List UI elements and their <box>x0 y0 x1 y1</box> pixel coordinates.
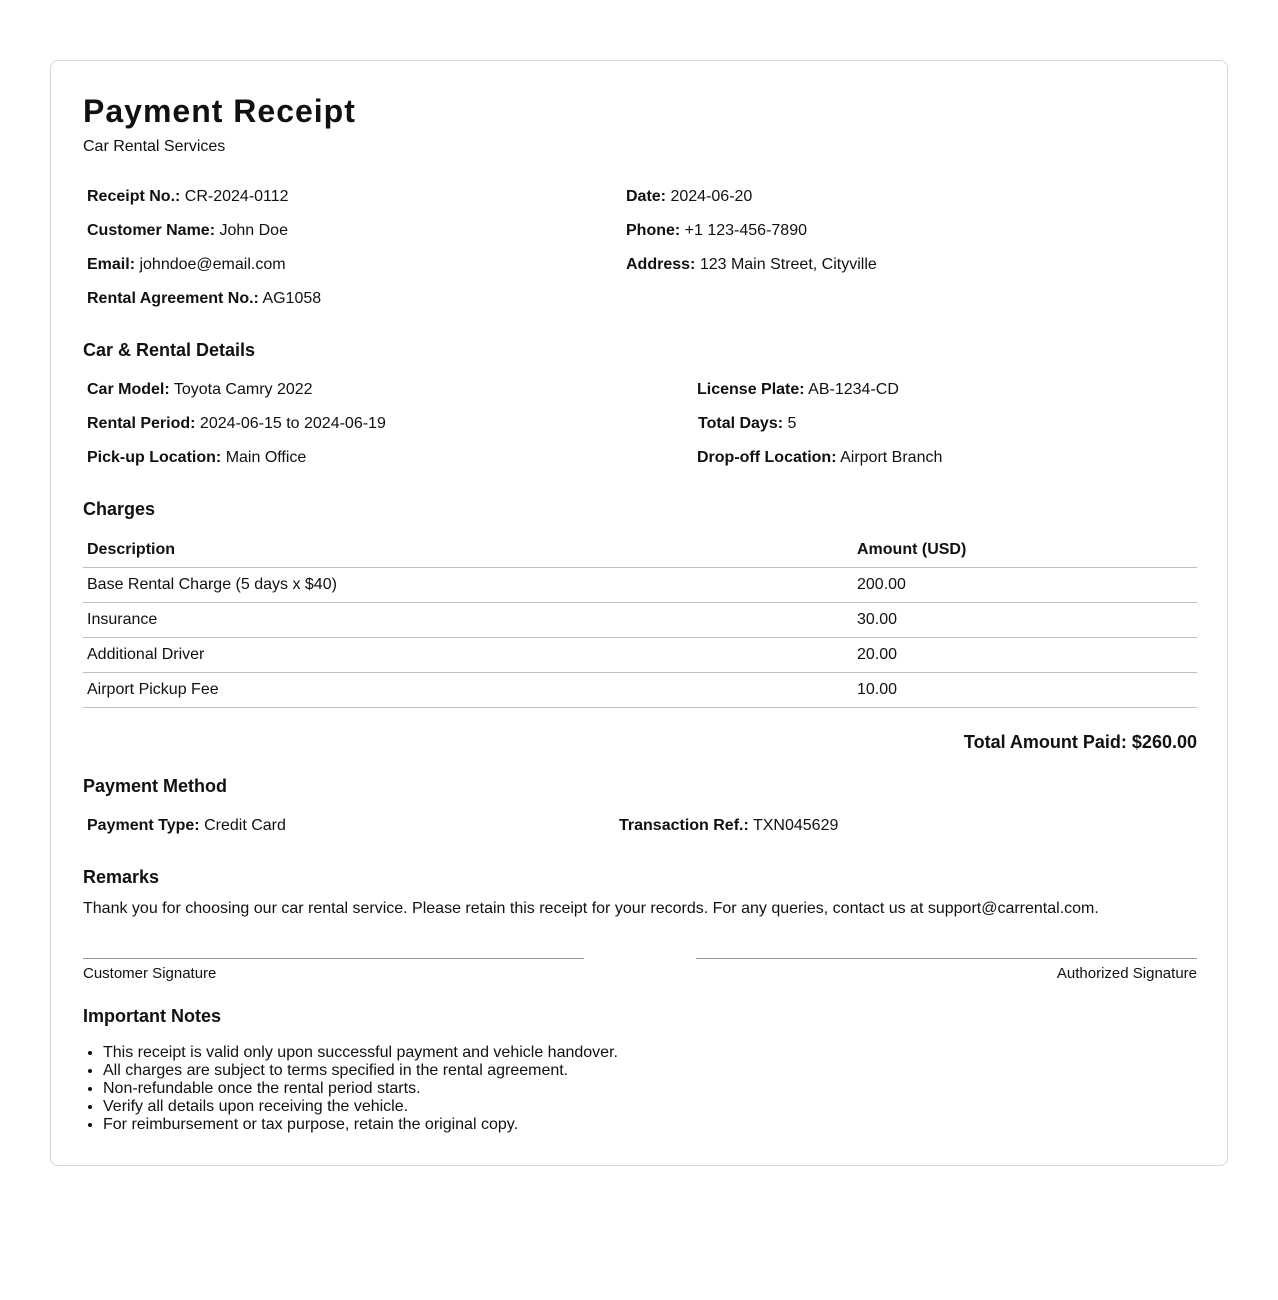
charge-description: Insurance <box>83 603 853 638</box>
payment-section-title: Payment Method <box>83 776 228 796</box>
charge-amount: 30.00 <box>853 603 1197 638</box>
payment-type-field <box>87 816 286 836</box>
email-label: Email: <box>87 256 136 273</box>
receipt-card <box>50 60 1228 1166</box>
date-value: 2024-06-20 <box>670 188 753 205</box>
address-value: 123 Main Street, Cityville <box>699 256 877 273</box>
agreement-no-field <box>87 289 321 309</box>
phone-field <box>626 221 807 241</box>
receipt-no-label: Receipt No.: <box>87 188 181 205</box>
customer-name-value: John Doe <box>219 222 288 239</box>
list-item: • Non-refundable once the rental period starts. <box>103 1080 618 1098</box>
customer-signature-label: Customer Signature <box>83 965 217 982</box>
license-plate-field <box>697 380 899 400</box>
customer-signature-line <box>83 958 584 959</box>
notes-section-title: Important Notes <box>83 1006 222 1026</box>
table-row <box>83 638 1197 673</box>
rental-period-label: Rental Period: <box>87 415 196 432</box>
table-row <box>83 603 1197 638</box>
charges-table <box>83 533 1197 708</box>
page-subtitle: Car Rental Services <box>83 138 226 155</box>
payment-type-label: Payment Type: <box>87 817 200 834</box>
list-item: • For reimbursement or tax purpose, retain the original copy. <box>103 1116 618 1134</box>
date-field <box>626 187 752 207</box>
email-field <box>87 255 286 275</box>
transaction-ref-field <box>619 816 838 836</box>
phone-value: +1 123-456-7890 <box>684 222 807 239</box>
rental-section-title: Car & Rental Details <box>83 340 256 360</box>
transaction-ref-value: TXN045629 <box>752 817 839 834</box>
description-column-header: Description <box>83 533 853 568</box>
phone-label: Phone: <box>626 222 681 239</box>
charge-description: Additional Driver <box>83 638 853 673</box>
remarks-text: Thank you for choosing our car rental service. Please retain this receipt for your records. For any queries, contact us at support@carrental.com. <box>83 900 1099 917</box>
car-model-field <box>87 380 313 400</box>
customer-name-field <box>87 221 288 241</box>
date-label: Date: <box>626 188 667 205</box>
charge-amount: 10.00 <box>853 673 1197 708</box>
pickup-location-field <box>87 448 306 468</box>
total-amount-label: Total Amount Paid: <box>963 732 1127 752</box>
authorized-signature-line <box>696 958 1197 959</box>
email-value: johndoe@email.com <box>139 256 286 273</box>
list-item: • All charges are subject to terms specified in the rental agreement. <box>103 1062 618 1080</box>
receipt-no-value: CR-2024-0112 <box>184 188 289 205</box>
license-plate-label: License Plate: <box>697 381 805 398</box>
page-title: Payment Receipt <box>83 93 356 129</box>
amount-column-header: Amount (USD) <box>853 533 1197 568</box>
authorized-signature-label: Authorized Signature <box>1056 965 1197 982</box>
agreement-no-label: Rental Agreement No.: <box>87 290 259 307</box>
list-item: • This receipt is valid only upon successful payment and vehicle handover. <box>103 1044 618 1062</box>
dropoff-location-value: Airport Branch <box>840 449 943 466</box>
pickup-location-value: Main Office <box>225 449 307 466</box>
table-row <box>83 568 1197 603</box>
address-label: Address: <box>626 256 696 273</box>
table-row <box>83 673 1197 708</box>
charge-amount: 200.00 <box>853 568 1197 603</box>
rental-period-value: 2024-06-15 to 2024-06-19 <box>199 415 386 432</box>
total-days-label: Total Days: <box>698 415 784 432</box>
remarks-section-title: Remarks <box>83 867 160 887</box>
charge-description: Base Rental Charge (5 days x $40) <box>83 568 853 603</box>
table-header-row <box>83 533 1197 568</box>
receipt-no-field <box>87 187 289 207</box>
charges-section-title: Charges <box>83 499 156 519</box>
rental-period-field <box>87 414 386 434</box>
charge-amount: 20.00 <box>853 638 1197 673</box>
car-model-value: Toyota Camry 2022 <box>173 381 313 398</box>
address-field <box>626 255 877 275</box>
total-amount <box>964 731 1197 753</box>
dropoff-location-label: Drop-off Location: <box>697 449 837 466</box>
transaction-ref-label: Transaction Ref.: <box>619 817 749 834</box>
agreement-no-value: AG1058 <box>262 290 322 307</box>
customer-name-label: Customer Name: <box>87 222 216 239</box>
total-amount-value: $260.00 <box>1131 732 1197 752</box>
total-days-value: 5 <box>787 415 797 432</box>
pickup-location-label: Pick-up Location: <box>87 449 222 466</box>
charge-description: Airport Pickup Fee <box>83 673 853 708</box>
dropoff-location-field <box>697 448 942 468</box>
car-model-label: Car Model: <box>87 381 170 398</box>
total-days-field <box>698 414 796 434</box>
notes-list <box>83 1044 618 1134</box>
license-plate-value: AB-1234-CD <box>808 381 899 398</box>
list-item: • Verify all details upon receiving the vehicle. <box>103 1098 618 1116</box>
payment-type-value: Credit Card <box>204 817 286 834</box>
